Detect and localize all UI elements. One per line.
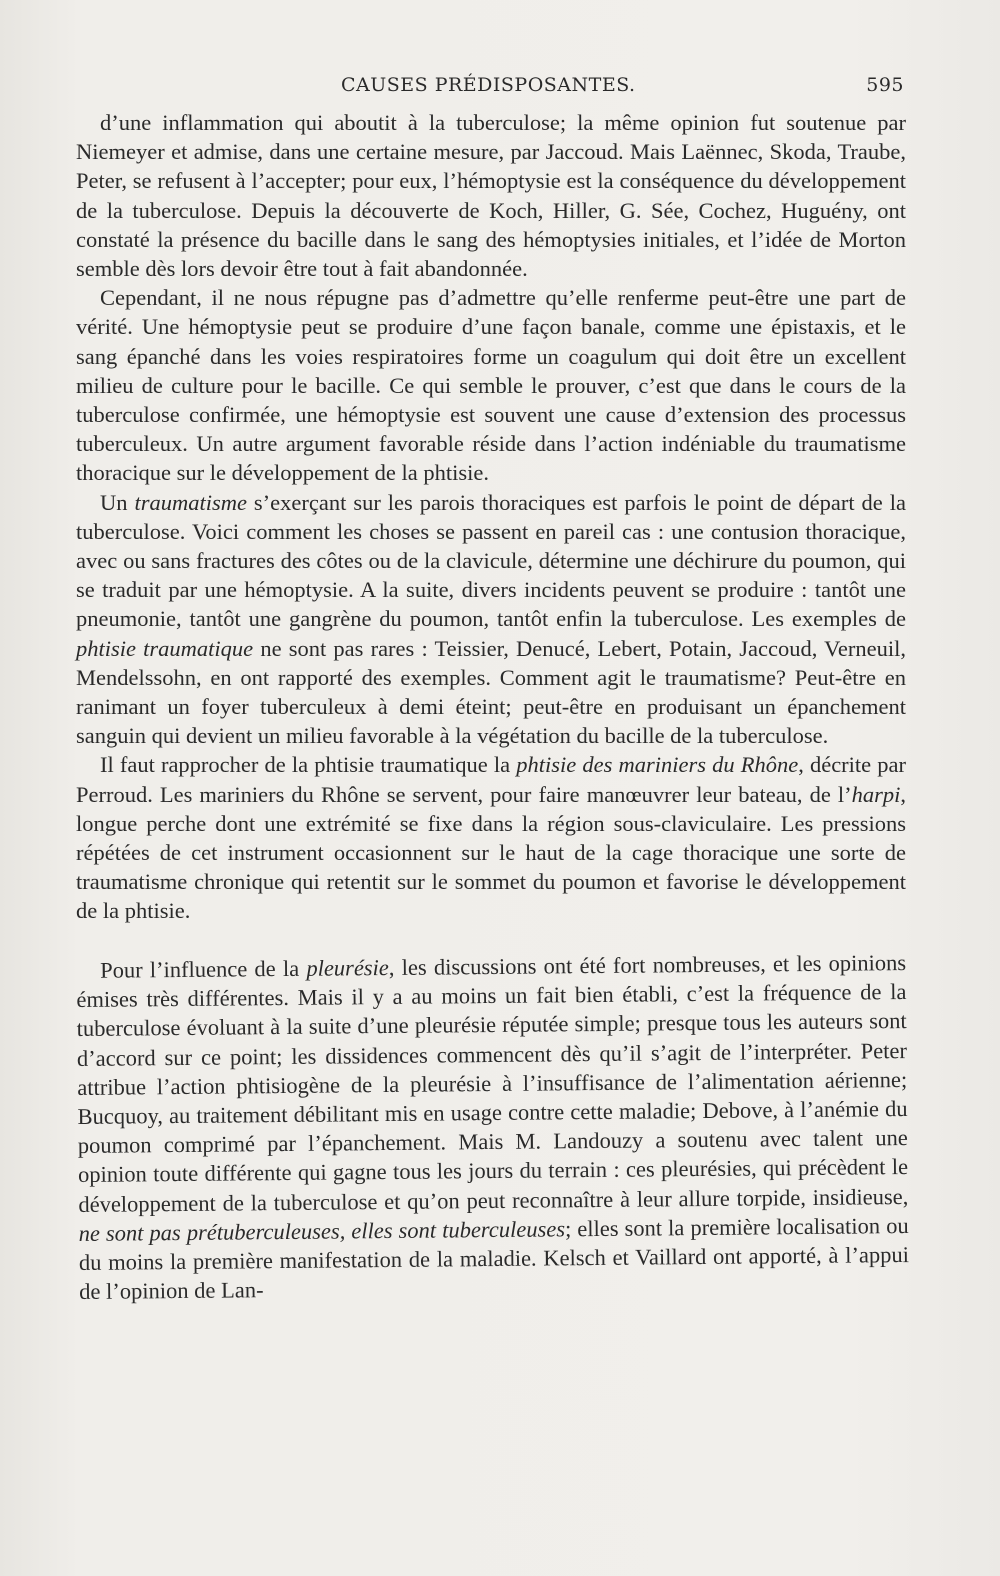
italic-text: phtisie des mariniers du Rhône bbox=[516, 752, 799, 778]
page-number: 595 bbox=[866, 74, 904, 96]
italic-text: pleurésie bbox=[306, 954, 389, 981]
paragraph-mariniers bbox=[76, 750, 906, 925]
italic-text: traumatisme bbox=[134, 489, 247, 515]
italic-text: phtisie traumatique bbox=[76, 635, 254, 661]
text-run: , les discussions ont été fort nombreuses, et les opinions émises très différentes. Mais il y a au moins un fait bien établi, c’est la fréquence de la tuberculose évoluant à la suite d’une pleurésie réputée simple; presque tous les auteurs sont d’accord sur ce point; les dissidences commencent dès qu’il s’agit de l’interpréter. Peter attribue l’action phtisiogène de la pleurésie à l’insuffisance de l’alimentation aérienne; Bucquoy, au traitement débilitant mis en usage contre cette maladie; Debove, à l’anémie du poumon comprimé par l’épanchement. Mais M. Landouzy a soutenu avec talent une opinion toute différente qui gagne tous les jours du terrain : ces pleurésies, qui précèdent le développement de la tuberculose et qu’on peut reconnaître à leur allure torpide, insidieuse, bbox=[76, 949, 909, 1217]
paragraph-hemoptysis bbox=[76, 108, 906, 283]
body-text bbox=[76, 108, 910, 1306]
italic-text: ne sont pas prétuberculeuses, elles sont tuberculeuses bbox=[78, 1215, 566, 1246]
text-run: ne sont pas rares : Teissier, Denucé, Lebert, Potain, Jaccoud, Verneuil, Mendelssohn, en ont rapporté des exemples. Comment agit le traumatisme? Peut-être en ranimant un foyer tuberculeux à demi éteint; peut-être en produisant un épanchement sanguin qui devient un milieu favorable à la végétation du bacille de la tuberculose. bbox=[76, 635, 906, 749]
running-header bbox=[76, 74, 904, 100]
text-run: Cependant, il ne nous répugne pas d’admettre qu’elle renferme peut-être une part de vérité. Une hémoptysie peut se produire d’une façon banale, comme une épistaxis, et le sang épanché dans les voies respiratoires forme un coagulum qui doit être un excellent milieu de culture pour le bacille. Ce qui semble le prouver, c’est que dans le cours de la tuberculose confirmée, une hémoptysie est souvent une cause d’extension des processus tuberculeux. Un autre argument favorable réside dans l’action indéniable du traumatisme thoracique sur le développement de la phtisie. bbox=[76, 285, 906, 486]
text-run: , décrite par Perroud. Les mariniers du Rhône se servent, pour faire manœuvrer leur bateau, de l’ bbox=[76, 752, 907, 807]
text-run: s’exerçant sur les parois thoraciques est parfois le point de départ de la tuberculose. Voici comment les choses se passent en pareil cas : une contusion thoracique, avec ou sans fractures des côtes ou de la clavicule, détermine une déchirure du poumon, qui se traduit par une hémoptysie. A la suite, divers incidents peuvent se produire : tantôt une pneumonie, tantôt une gangrène du poumon, tantôt enfin la tuberculose. Les exemples de bbox=[76, 489, 906, 632]
text-run: Un bbox=[100, 489, 135, 515]
text-run: Pour l’influence de la bbox=[100, 955, 307, 983]
text-run: ; elles sont la première localisation ou du moins la première manifestation de la maladie. Kelsch et Vaillard ont apporté, à l’appui de l’opinion de Lan- bbox=[78, 1212, 910, 1304]
running-title: CAUSES PRÉDISPOSANTES. bbox=[341, 74, 636, 96]
paragraph-traumatisme bbox=[76, 488, 906, 751]
text-run: d’une inflammation qui aboutit à la tuberculose; la même opinion fut soutenue par Niemeyer et admise, dans une certaine mesure, par Jaccoud. Mais Laënnec, Skoda, Traube, Peter, se refusent à l’accepter; pour eux, l’hémoptysie est la conséquence du développement de la tuberculose. Depuis la découverte de Koch, Hiller, G. Sée, Cochez, Huguény, ont constaté la présence du bacille dans le sang des hémoptysies initiales, et l’idée de Morton semble dès lors devoir être tout à fait abandonnée. bbox=[76, 110, 906, 282]
text-run: Il faut rapprocher de la phtisie traumatique la bbox=[100, 752, 517, 778]
paragraph-cependant bbox=[76, 283, 906, 487]
italic-text: harpi bbox=[851, 781, 901, 807]
text-run: , longue perche dont une extrémité se fixe dans la région sous-claviculaire. Les pressions répétées de cet instrument occasionnent sur le haut de la cage thoracique une sorte de traumatisme chronique qui retentit sur le sommet du poumon et favorise le développement de la phtisie. bbox=[76, 781, 906, 924]
paragraph-pleuresie bbox=[76, 948, 909, 1306]
